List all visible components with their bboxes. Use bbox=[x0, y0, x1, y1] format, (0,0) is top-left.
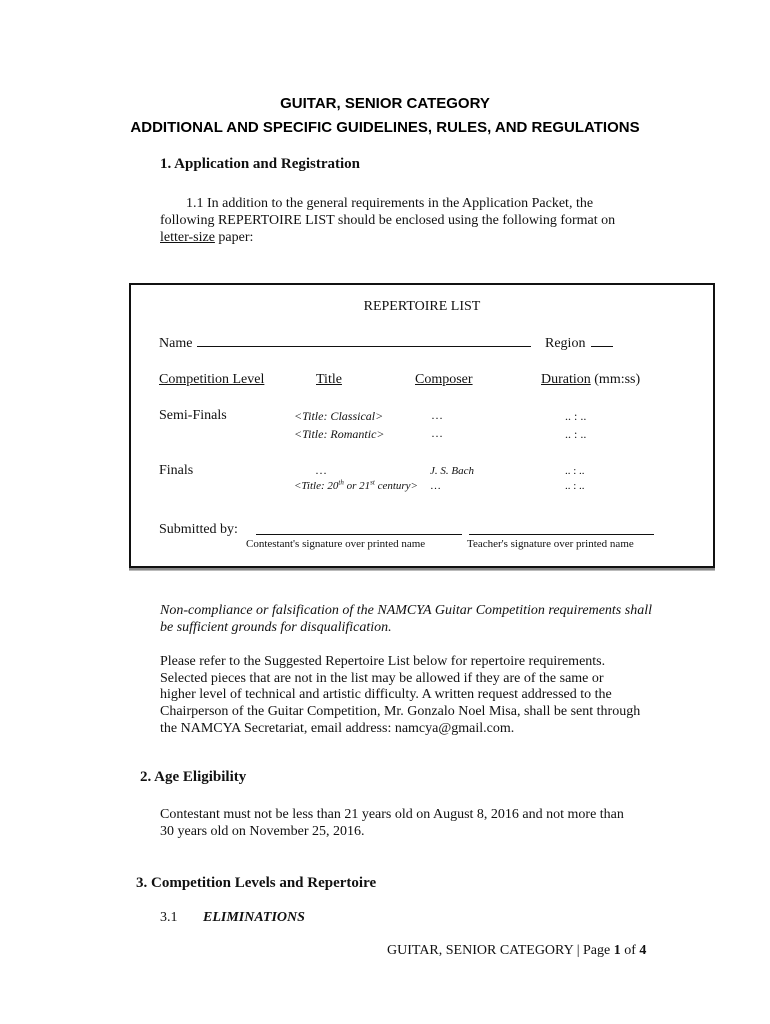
contestant-signature-line bbox=[256, 534, 462, 535]
semi-row-2-duration: .. : .. bbox=[565, 427, 587, 441]
doc-title: GUITAR, SENIOR CATEGORY bbox=[280, 95, 490, 112]
column-duration bbox=[541, 371, 640, 388]
refer-line3: higher level of technical and artistic difficulty. A written request addressed to the bbox=[160, 687, 612, 702]
refer-line4: Chairperson of the Guitar Competition, Mr. Gonzalo Noel Misa, shall be sent through bbox=[160, 704, 641, 719]
finals-label: Finals bbox=[159, 463, 194, 478]
semi-row-2-composer: … bbox=[431, 426, 443, 440]
para-tail: paper: bbox=[214, 230, 254, 245]
finals-row-1-title: … bbox=[315, 463, 327, 477]
column-competition-level: Competition Level bbox=[159, 372, 265, 387]
contestant-signature-caption: Contestant's signature over printed name bbox=[246, 538, 426, 550]
footer-page-number: 1 bbox=[613, 943, 621, 958]
semi-row-1-duration: .. : .. bbox=[565, 409, 587, 423]
submitted-by-label: Submitted by: bbox=[159, 522, 238, 537]
teacher-signature-line bbox=[469, 534, 654, 535]
doc-subtitle: ADDITIONAL AND SPECIFIC GUIDELINES, RULES, AND REGULATIONS bbox=[130, 119, 640, 136]
finals-title-sup-b: st bbox=[370, 478, 375, 487]
notice-line1: Non-compliance or falsification of the NAMCYA Guitar Competition requirements shall bbox=[160, 603, 652, 618]
name-label: Name bbox=[159, 336, 193, 351]
section-2-line2: 30 years old on November 25, 2016. bbox=[160, 824, 365, 839]
semi-row-1-title: <Title: Classical> bbox=[294, 409, 384, 423]
finals-row-1-duration: .. : .. bbox=[565, 465, 585, 477]
refer-line5: the NAMCYA Secretariat, email address: namcya@gmail.com. bbox=[160, 721, 515, 736]
region-line bbox=[591, 346, 613, 347]
finals-title-part-a: <Title: 20 bbox=[294, 480, 339, 492]
duration-label: Duration bbox=[541, 372, 591, 387]
section-1-heading: 1. Application and Registration bbox=[160, 156, 361, 172]
section-2-heading: 2. Age Eligibility bbox=[140, 769, 247, 785]
letter-size-text: letter-size bbox=[160, 230, 215, 245]
region-label: Region bbox=[545, 336, 586, 351]
column-title: Title bbox=[316, 372, 342, 387]
footer-of: of bbox=[620, 943, 640, 958]
subsection-3-1-label: ELIMINATIONS bbox=[203, 910, 305, 925]
section-2-line1: Contestant must not be less than 21 years old on August 8, 2016 and not more than bbox=[160, 807, 624, 822]
section-1-para-line2: following REPERTOIRE LIST should be enclosed using the following format on bbox=[160, 213, 616, 228]
column-composer: Composer bbox=[415, 372, 473, 387]
section-1-para-line3 bbox=[160, 229, 253, 246]
section-3-heading: 3. Competition Levels and Repertoire bbox=[136, 875, 377, 891]
section-1-para-line1: 1.1 In addition to the general requirements in the Application Packet, the bbox=[186, 196, 594, 211]
finals-title-part-c: century> bbox=[374, 480, 418, 492]
semi-row-1-composer: … bbox=[431, 408, 443, 422]
subsection-3-1-number: 3.1 bbox=[160, 910, 178, 925]
teacher-signature-caption: Teacher's signature over printed name bbox=[467, 538, 634, 550]
notice-line2: be sufficient grounds for disqualification. bbox=[160, 620, 392, 635]
refer-line1: Please refer to the Suggested Repertoire List below for repertoire requirements. bbox=[160, 654, 606, 669]
finals-row-1-composer: J. S. Bach bbox=[430, 465, 474, 477]
finals-row-2-duration: .. : .. bbox=[565, 480, 585, 492]
footer-total-pages: 4 bbox=[639, 943, 647, 958]
footer-prefix: GUITAR, SENIOR CATEGORY | Page bbox=[387, 943, 614, 958]
finals-title-part-b: or 21 bbox=[343, 480, 371, 492]
finals-row-2-title bbox=[294, 480, 418, 492]
page-footer bbox=[387, 943, 646, 959]
semi-finals-label: Semi-Finals bbox=[159, 408, 227, 423]
duration-unit: (mm:ss) bbox=[590, 372, 641, 387]
finals-row-2-composer: … bbox=[430, 480, 441, 492]
refer-line2: Selected pieces that are not in the list may be allowed if they are of the same or bbox=[160, 671, 604, 686]
name-line bbox=[197, 346, 531, 347]
finals-title-sup-a: th bbox=[338, 478, 344, 487]
form-title: REPERTOIRE LIST bbox=[363, 299, 481, 314]
semi-row-2-title: <Title: Romantic> bbox=[294, 427, 385, 441]
